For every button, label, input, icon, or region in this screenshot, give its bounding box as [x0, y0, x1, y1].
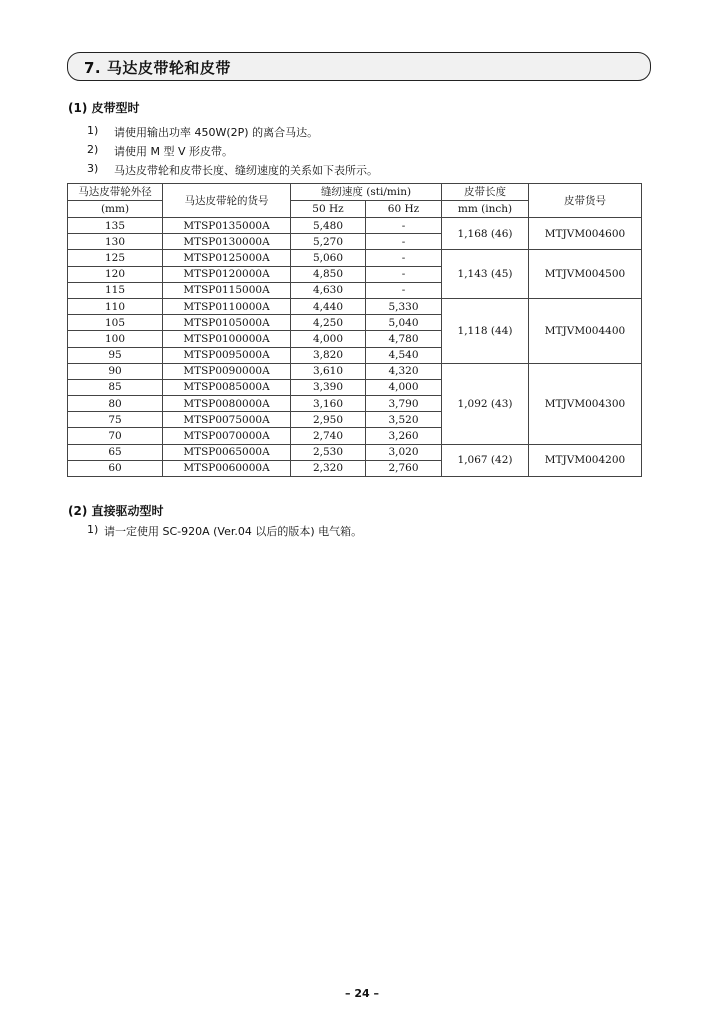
cell-diameter: 110	[68, 298, 163, 314]
sub-heading-belt-type: (1) 皮带型时	[68, 101, 140, 115]
cell-diameter: 120	[68, 266, 163, 282]
cell-speed-50hz: 3,160	[291, 396, 366, 412]
cell-pulley-part-number: MTSP0105000A	[163, 315, 291, 331]
cell-diameter: 130	[68, 234, 163, 250]
cell-pulley-part-number: MTSP0090000A	[163, 363, 291, 379]
cell-speed-60hz: 4,320	[366, 363, 442, 379]
header-60hz: 60 Hz	[366, 201, 442, 218]
header-50hz: 50 Hz	[291, 201, 366, 218]
cell-diameter: 105	[68, 315, 163, 331]
cell-speed-60hz: 3,260	[366, 428, 442, 444]
section-header	[67, 52, 651, 81]
cell-speed-50hz: 2,320	[291, 460, 366, 476]
cell-belt-length: 1,118 (44)	[442, 298, 529, 363]
cell-pulley-part-number: MTSP0125000A	[163, 250, 291, 266]
cell-belt-length: 1,143 (45)	[442, 250, 529, 299]
cell-belt-part-number: MTJVM004500	[529, 250, 642, 299]
cell-diameter: 125	[68, 250, 163, 266]
cell-diameter: 60	[68, 460, 163, 476]
cell-diameter: 100	[68, 331, 163, 347]
page-number: – 24 –	[345, 987, 379, 1000]
table-row	[68, 218, 642, 234]
cell-speed-60hz: 3,520	[366, 412, 442, 428]
item-number: 1)	[87, 124, 99, 137]
cell-speed-50hz: 3,820	[291, 347, 366, 363]
cell-speed-60hz: 4,780	[366, 331, 442, 347]
cell-diameter: 80	[68, 396, 163, 412]
header-sewing-speed: 缝纫速度 (sti/min)	[291, 184, 442, 201]
cell-speed-50hz: 4,630	[291, 282, 366, 298]
cell-belt-part-number: MTJVM004600	[529, 218, 642, 250]
cell-diameter: 65	[68, 444, 163, 460]
item-number: 1)	[87, 523, 99, 536]
item-text: 马达皮带轮和皮带长度、缝纫速度的关系如下表所示。	[114, 164, 378, 177]
table-row	[68, 298, 642, 314]
header-diameter-unit: (mm)	[68, 201, 163, 218]
cell-speed-50hz: 3,610	[291, 363, 366, 379]
item-text: 请一定使用 SC-920A (Ver.04 以后的版本) 电气箱。	[104, 525, 363, 538]
cell-speed-60hz: -	[366, 218, 442, 234]
cell-speed-50hz: 4,250	[291, 315, 366, 331]
cell-pulley-part-number: MTSP0115000A	[163, 282, 291, 298]
sub-heading-direct-drive: (2) 直接驱动型时	[68, 504, 164, 518]
header-belt-part-number: 皮带货号	[529, 184, 642, 218]
cell-speed-50hz: 2,950	[291, 412, 366, 428]
cell-diameter: 75	[68, 412, 163, 428]
cell-speed-60hz: 4,540	[366, 347, 442, 363]
section-title: 7. 马达皮带轮和皮带	[84, 59, 231, 77]
item-number: 3)	[87, 162, 99, 175]
table-row	[68, 250, 642, 266]
cell-pulley-part-number: MTSP0075000A	[163, 412, 291, 428]
table-row	[68, 444, 642, 460]
item-text: 请使用 M 型 V 形皮带。	[114, 145, 234, 158]
cell-belt-length: 1,168 (46)	[442, 218, 529, 250]
cell-pulley-part-number: MTSP0070000A	[163, 428, 291, 444]
cell-speed-60hz: -	[366, 266, 442, 282]
cell-pulley-part-number: MTSP0080000A	[163, 396, 291, 412]
cell-pulley-part-number: MTSP0065000A	[163, 444, 291, 460]
cell-speed-60hz: -	[366, 234, 442, 250]
cell-belt-part-number: MTJVM004200	[529, 444, 642, 476]
header-belt-length-unit: mm (inch)	[442, 201, 529, 218]
cell-diameter: 135	[68, 218, 163, 234]
cell-speed-50hz: 5,060	[291, 250, 366, 266]
cell-pulley-part-number: MTSP0120000A	[163, 266, 291, 282]
cell-diameter: 70	[68, 428, 163, 444]
cell-belt-part-number: MTJVM004400	[529, 298, 642, 363]
cell-belt-length: 1,067 (42)	[442, 444, 529, 476]
cell-diameter: 95	[68, 347, 163, 363]
cell-speed-60hz: 5,040	[366, 315, 442, 331]
cell-diameter: 85	[68, 379, 163, 395]
cell-speed-60hz: 3,790	[366, 396, 442, 412]
header-part-number: 马达皮带轮的货号	[163, 184, 291, 218]
cell-pulley-part-number: MTSP0060000A	[163, 460, 291, 476]
cell-speed-60hz: 3,020	[366, 444, 442, 460]
cell-pulley-part-number: MTSP0085000A	[163, 379, 291, 395]
cell-speed-50hz: 5,480	[291, 218, 366, 234]
belt-table	[67, 183, 642, 477]
cell-pulley-part-number: MTSP0100000A	[163, 331, 291, 347]
header-diameter: 马达皮带轮外径	[68, 184, 163, 201]
cell-belt-length: 1,092 (43)	[442, 363, 529, 444]
cell-pulley-part-number: MTSP0110000A	[163, 298, 291, 314]
cell-speed-50hz: 4,850	[291, 266, 366, 282]
cell-diameter: 90	[68, 363, 163, 379]
cell-pulley-part-number: MTSP0095000A	[163, 347, 291, 363]
cell-speed-50hz: 5,270	[291, 234, 366, 250]
cell-speed-50hz: 2,530	[291, 444, 366, 460]
item-number: 2)	[87, 143, 99, 156]
cell-pulley-part-number: MTSP0135000A	[163, 218, 291, 234]
cell-speed-60hz: -	[366, 250, 442, 266]
cell-speed-50hz: 4,440	[291, 298, 366, 314]
cell-diameter: 115	[68, 282, 163, 298]
cell-speed-50hz: 3,390	[291, 379, 366, 395]
cell-belt-part-number: MTJVM004300	[529, 363, 642, 444]
cell-speed-60hz: -	[366, 282, 442, 298]
header-belt-length: 皮带长度	[442, 184, 529, 201]
cell-speed-50hz: 4,000	[291, 331, 366, 347]
table-row	[68, 363, 642, 379]
cell-speed-60hz: 5,330	[366, 298, 442, 314]
cell-speed-60hz: 2,760	[366, 460, 442, 476]
cell-speed-60hz: 4,000	[366, 379, 442, 395]
cell-speed-50hz: 2,740	[291, 428, 366, 444]
item-text: 请使用输出功率 450W(2P) 的离合马达。	[114, 126, 319, 139]
cell-pulley-part-number: MTSP0130000A	[163, 234, 291, 250]
